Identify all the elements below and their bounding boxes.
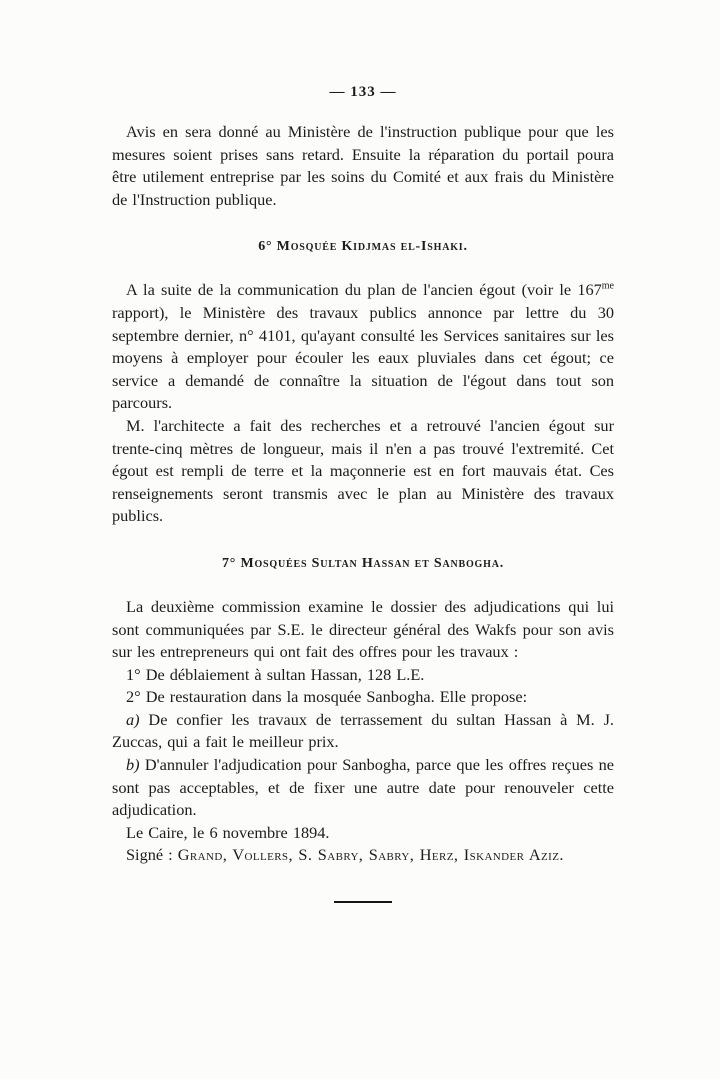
paragraph-kidjmas-1-text-end: rapport), le Ministère des travaux publics annonce par lettre du 30 septembre dernier, n° 4101, qu'ayant consulté les Services sanitaires sur les moyens à employer pour écouler les eaux pluviales dans cet égout; ce service a demandé de connaître la situation de l'égout dans tout son parcours.	[112, 302, 614, 413]
list-item-b	[112, 754, 614, 822]
paragraph-kidjmas-1	[112, 279, 614, 415]
paragraph-kidjmas-2: M. l'architecte a fait des recherches et a retrouvé l'ancien égout sur trente-cinq mètres de longueur, mais il n'en a pas trouvé l'extremité. Cet égout est rempli de terre et la maçonnerie est en fort mauvais état. Ces renseignements seront transmis avec le plan au Ministère des travaux publics.	[112, 415, 614, 526]
page-number: — 133 —	[329, 84, 397, 100]
paragraph-intro: Avis en sera donné au Ministère de l'instruction publique pour que les mesures soient prises sans retard. Ensuite la réparation du portail poura être utilement entreprise par les soins du Comité et aux frais du Ministère de l'Instruction publique.	[112, 122, 614, 209]
section-heading-mosquees-sultan-sanbogha: 7° Mosquées Sultan Hassan et Sanbogha.	[221, 555, 505, 571]
signature-names: Grand, Vollers, S. Sabry, Sabry, Herz, Iskander Aziz.	[177, 845, 564, 865]
dateline: Le Caire, le 6 novembre 1894.	[126, 822, 330, 842]
list-item-a-text: De confier les travaux de terrassement du sultan Hassan à M. J. Zuccas, qui a fait le meilleur prix.	[112, 709, 614, 752]
list-item-b-text: D'annuler l'adjudication pour Sanbogha, parce que les offres reçues ne sont pas acceptables, et de fixer une autre date pour renouveler cette adjudication.	[112, 755, 614, 820]
list-item-2: 2° De restauration dans la mosquée Sanbogha. Elle propose:	[126, 687, 528, 707]
section-heading-mosquee-kidjmas: 6° Mosquée Kidjmas el-Ishaki.	[258, 239, 468, 255]
list-item-a	[112, 709, 614, 754]
signature-line	[112, 844, 614, 867]
superscript-ordinal: me	[601, 280, 614, 292]
paragraph-kidjmas-1-text-start: A la suite de la communication du plan de l'ancien égout (voir le 167	[126, 280, 602, 300]
list-item-1: 1° De déblaiement à sultan Hassan, 128 L.E.	[126, 664, 425, 684]
list-item-b-marker: b)	[126, 755, 140, 775]
paragraph-commission: La deuxième commission examine le dossier des adjudications qui lui sont communiquées par S.E. le directeur général des Wakfs pour son avis sur les entrepreneurs qui ont fait des offres pour les travaux :	[112, 596, 614, 662]
signature-label: Signé :	[126, 845, 178, 865]
list-item-a-marker: a)	[126, 709, 140, 729]
end-of-section-rule	[334, 901, 392, 903]
